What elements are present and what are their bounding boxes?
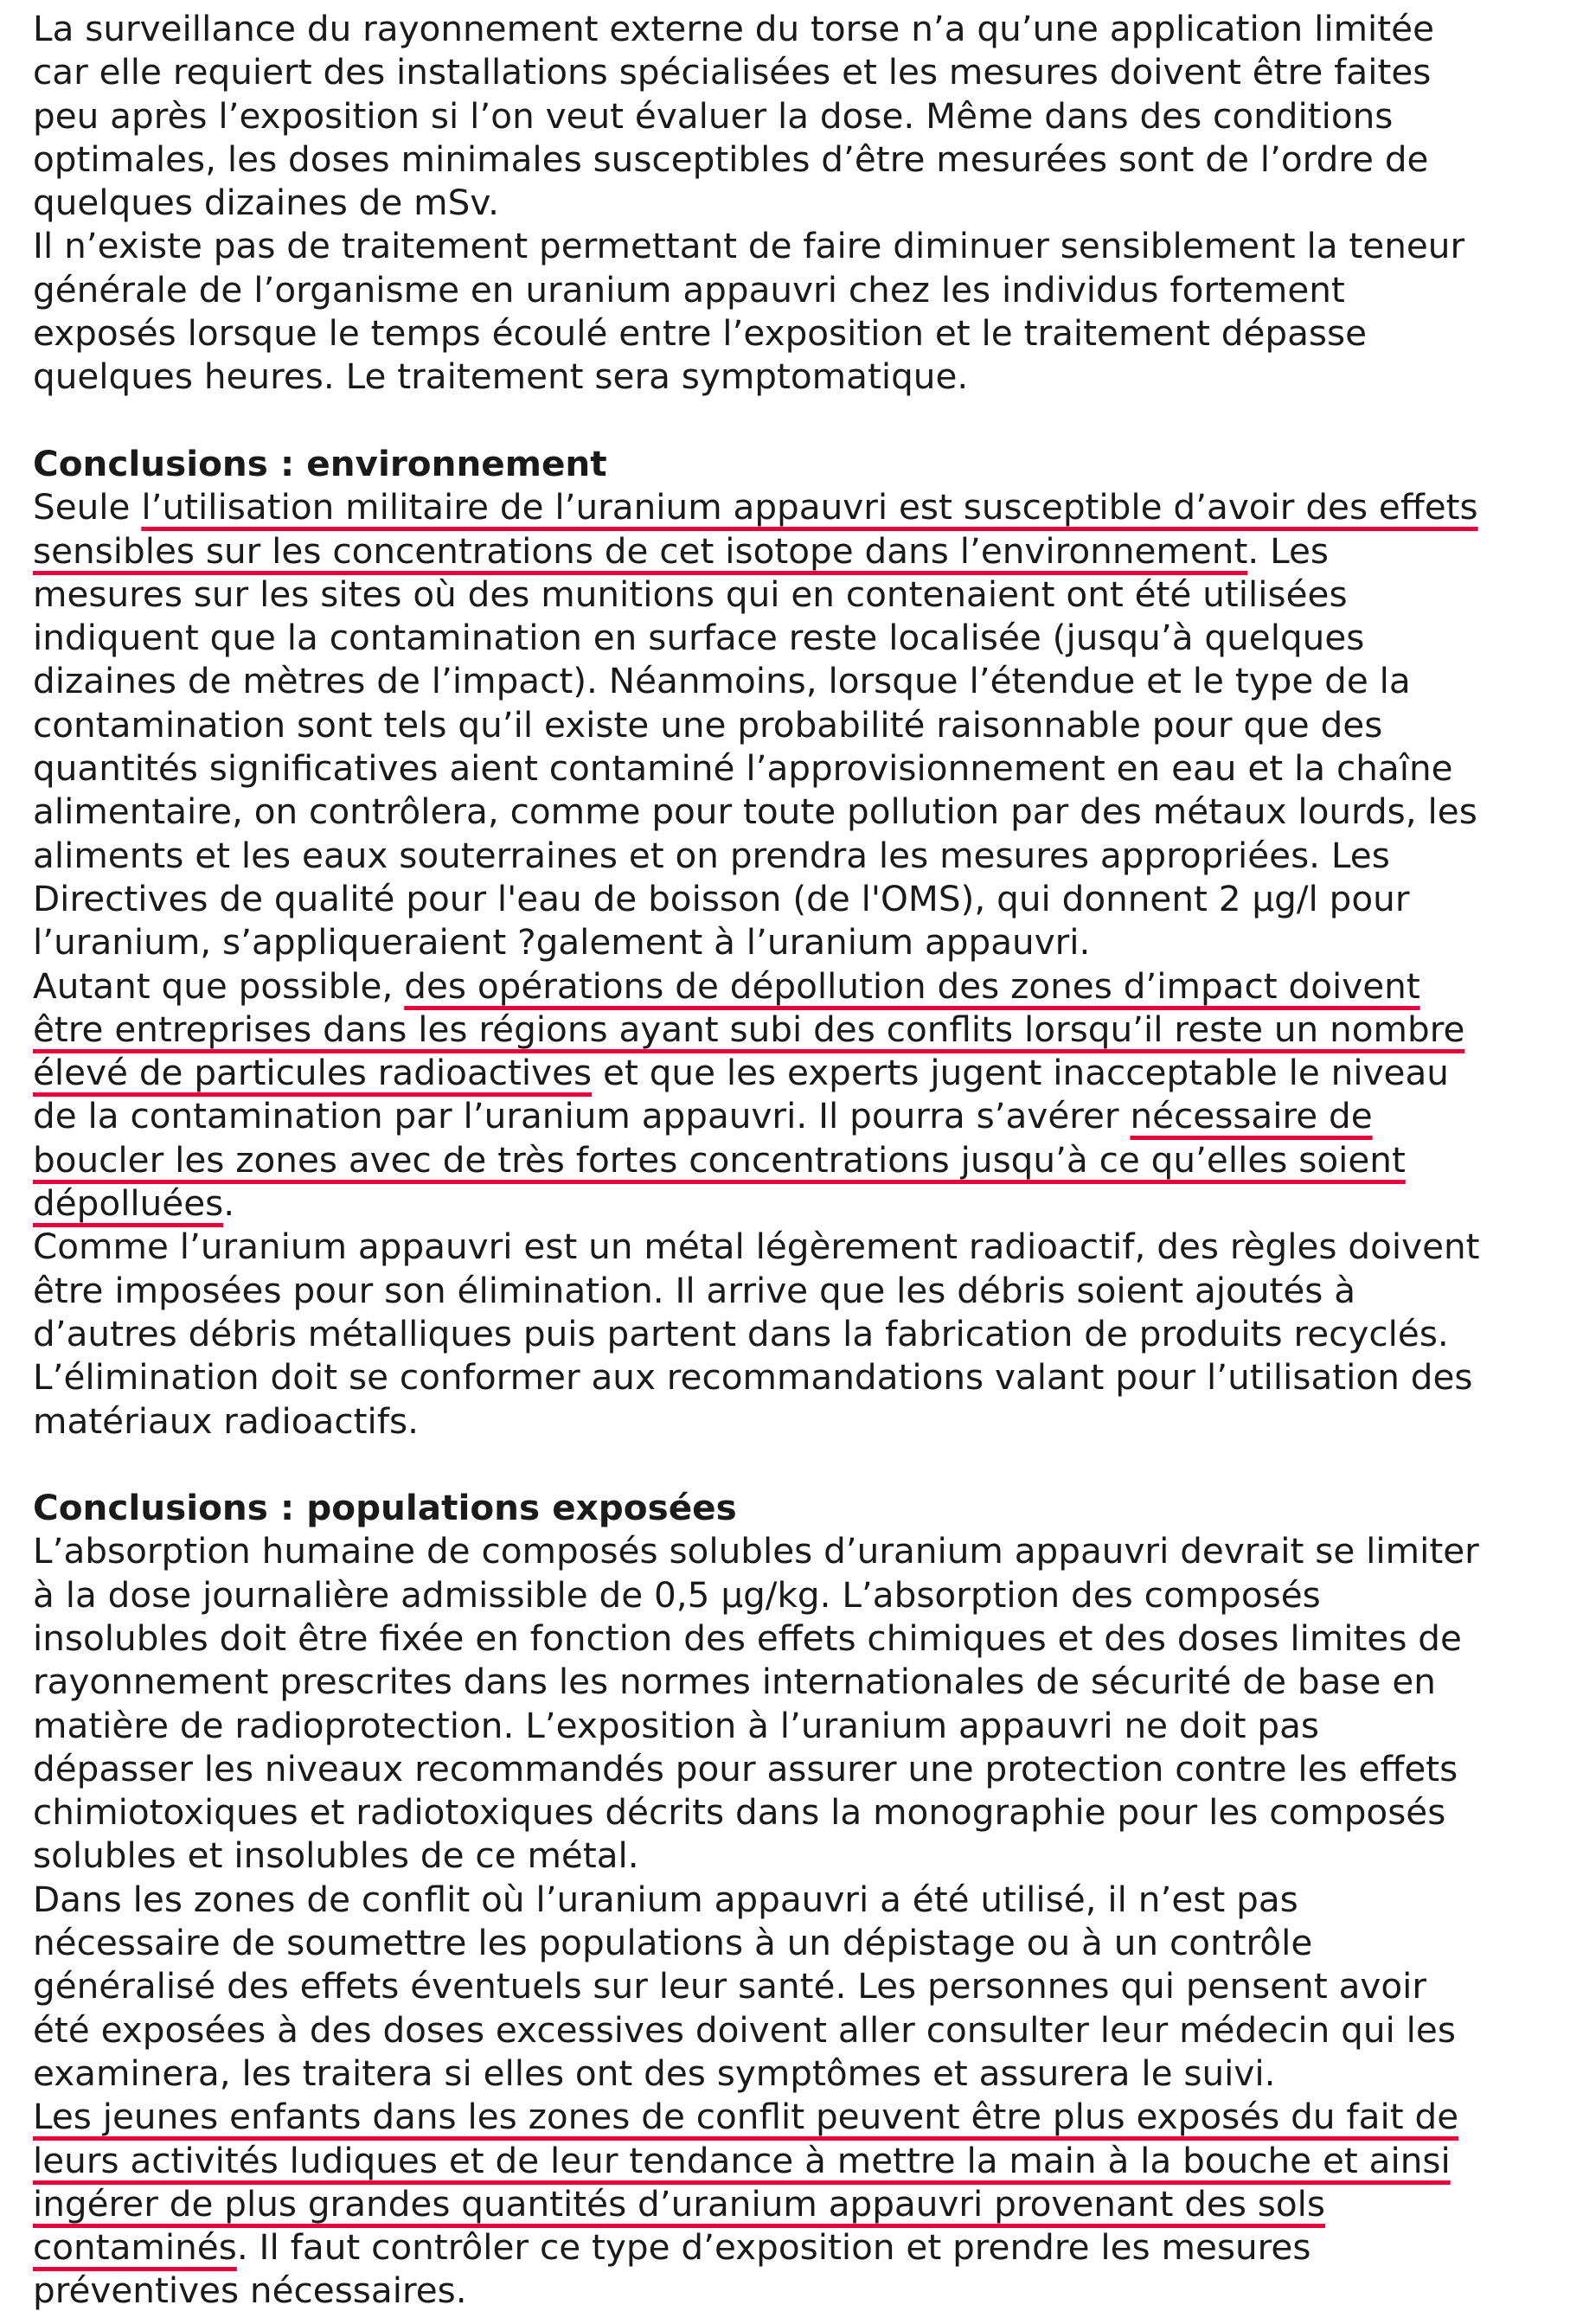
text-run: Autant que possible, <box>33 964 405 1007</box>
text-run: matière de radioprotection. L’exposition à l’uranium appauvri ne doit pas <box>33 1704 1320 1746</box>
text-line: générale de l’organisme en uranium appauvri chez les individus fortement <box>33 268 1345 311</box>
text-line <box>33 2269 1555 2312</box>
section-spacer <box>33 399 1555 442</box>
text-line <box>33 2052 1555 2095</box>
text-line <box>33 1355 1555 1399</box>
text-line <box>33 1269 1555 1312</box>
text-line <box>33 964 1555 1008</box>
text-line <box>33 1094 1555 1137</box>
text-line: car elle requiert des installations spécialisées et les mesures doivent être faites <box>33 51 1432 93</box>
highlighted-text: être entreprises dans les régions ayant subi des conflits lorsqu’il reste un nombre <box>33 1008 1465 1050</box>
text-run: et que les experts jugent inacceptable le niveau <box>592 1052 1449 1094</box>
text-run: L’absorption humaine de composés solubles d’uranium appauvri devrait se limiter <box>33 1530 1479 1572</box>
text-line: quelques heures. Le traitement sera symptomatique. <box>33 355 969 398</box>
highlighted-text: dépolluées <box>33 1182 224 1225</box>
populations-section <box>33 1486 1555 2313</box>
intro-section <box>33 7 1555 399</box>
text-line <box>33 529 1555 573</box>
highlighted-text: sensibles sur les concentrations de cet isotope dans l’environnement <box>33 529 1248 572</box>
text-run: être imposées pour son élimination. Il arrive que les débris soient ajoutés à <box>33 1269 1356 1311</box>
section-heading-environment: Conclusions : environnement <box>33 442 607 484</box>
highlighted-text: contaminés <box>33 2226 237 2269</box>
document-page <box>33 7 1555 2313</box>
text-run: contamination sont tels qu’il existe une probabilité raisonnable pour que des <box>33 703 1383 746</box>
text-run: préventives nécessaires. <box>33 2270 467 2312</box>
text-run: dépasser les niveaux recommandés pour assurer une protection contre les effets <box>33 1747 1458 1789</box>
text-line <box>33 1964 1555 2007</box>
text-line <box>33 1529 1555 1572</box>
environment-body <box>33 485 1555 1443</box>
text-run: rayonnement prescrites dans les normes internationales de sécurité de base en <box>33 1661 1436 1703</box>
text-run: quantités significatives aient contaminé l’approvisionnement en eau et la chaîne <box>33 747 1453 790</box>
environment-section <box>33 442 1555 1443</box>
text-line: optimales, les doses minimales susceptibles d’être mesurées sont de l’ordre de <box>33 138 1429 180</box>
text-run: Comme l’uranium appauvri est un métal légèrement radioactif, des règles doivent <box>33 1226 1480 1268</box>
text-run: insolubles doit être fixée en fonction des effets chimiques et des doses limites de <box>33 1617 1462 1659</box>
populations-body <box>33 1529 1555 2312</box>
text-run: dizaines de mètres de l’impact). Néanmoins, lorsque l’étendue et le type de la <box>33 660 1411 702</box>
text-run: d’autres débris métalliques puis partent dans la fabrication de produits recyclés. <box>33 1312 1449 1354</box>
text-line <box>33 1921 1555 1964</box>
text-line <box>33 1051 1555 1094</box>
text-run: été exposées à des doses excessives doivent aller consulter leur médecin qui les <box>33 2008 1456 2051</box>
text-run: . <box>223 1182 235 1225</box>
text-line <box>33 834 1555 877</box>
text-run: généralisé des effets éventuels sur leur santé. Les personnes qui pensent avoir <box>33 1965 1427 2007</box>
text-line: peu après l’exposition si l’on veut évaluer la dose. Même dans des conditions <box>33 94 1394 137</box>
text-run: aliments et les eaux souterraines et on prendra les mesures appropriées. Les <box>33 834 1390 876</box>
text-line <box>33 1878 1555 1921</box>
text-run: indiquent que la contamination en surface reste localisée (jusqu’à quelques <box>33 617 1365 659</box>
section-spacer <box>33 1443 1555 1486</box>
text-line <box>33 746 1555 790</box>
text-line <box>33 2008 1555 2052</box>
text-line <box>33 1573 1555 1617</box>
highlighted-text: Les jeunes enfants dans les zones de conflit peuvent être plus exposés du fait de <box>33 2096 1459 2138</box>
highlighted-text: ingérer de plus grandes quantités d’uranium appauvri provenant des sols <box>33 2182 1326 2225</box>
text-line <box>33 1660 1555 1703</box>
text-line <box>33 573 1555 616</box>
text-line <box>33 2095 1555 2138</box>
text-line <box>33 1617 1555 1660</box>
text-line: Il n’existe pas de traitement permettant de faire diminuer sensiblement la teneur <box>33 225 1465 267</box>
text-run: nécessaire de soumettre les populations à un dépistage ou à un contrôle <box>33 1922 1313 1964</box>
text-run: . Les <box>1247 529 1329 572</box>
text-line <box>33 2225 1555 2269</box>
text-line <box>33 703 1555 746</box>
text-line <box>33 1747 1555 1790</box>
text-run: L’élimination doit se conformer aux recommandations valant pour l’utilisation des <box>33 1356 1473 1399</box>
text-line <box>33 1225 1555 1268</box>
text-line <box>33 1399 1555 1443</box>
text-line <box>33 1008 1555 1051</box>
text-line <box>33 790 1555 833</box>
text-run: . Il faut contrôler ce type d’exposition et prendre les mesures <box>236 2226 1311 2269</box>
highlighted-text: boucler les zones avec de très fortes concentrations jusqu’à ce qu’elles soient <box>33 1138 1406 1181</box>
text-run: l’uranium, s’appliqueraient ?galement à l’uranium appauvri. <box>33 921 1091 964</box>
text-line <box>33 1181 1555 1225</box>
text-run: à la dose journalière admissible de 0,5 µg/kg. L’absorption des composés <box>33 1573 1321 1616</box>
highlighted-text: élevé de particules radioactives <box>33 1052 593 1094</box>
text-line <box>33 485 1555 528</box>
text-line <box>33 920 1555 964</box>
text-run: solubles et insolubles de ce métal. <box>33 1834 639 1877</box>
text-run: chimiotoxiques et radiotoxiques décrits dans la monographie pour les composés <box>33 1791 1446 1834</box>
text-run: Seule <box>33 486 142 528</box>
text-line <box>33 1704 1555 1747</box>
section-heading-populations: Conclusions : populations exposées <box>33 1487 737 1529</box>
text-run: alimentaire, on contrôlera, comme pour toute pollution par des métaux lourds, les <box>33 791 1477 833</box>
text-line <box>33 659 1555 702</box>
text-line <box>33 1312 1555 1355</box>
text-line <box>33 1790 1555 1834</box>
text-run: de la contamination par l’uranium appauvri. Il pourra s’avérer <box>33 1095 1131 1137</box>
highlighted-text: des opérations de dépollution des zones d’impact doivent <box>404 964 1420 1007</box>
text-line <box>33 2182 1555 2225</box>
text-run: matériaux radioactifs. <box>33 1399 419 1442</box>
highlighted-text: nécessaire de <box>1130 1095 1373 1137</box>
highlighted-text: leurs activités ludiques et de leur tendance à mettre la main à la bouche et ainsi <box>33 2139 1451 2181</box>
text-run: examinera, les traitera si elles ont des symptômes et assurera le suivi. <box>33 2052 1276 2094</box>
text-line <box>33 2139 1555 2182</box>
text-run: Dans les zones de conflit où l’uranium appauvri a été utilisé, il n’est pas <box>33 1878 1298 1920</box>
text-line <box>33 616 1555 659</box>
text-line: La surveillance du rayonnement externe du torse n’a qu’une application limitée <box>33 8 1434 49</box>
text-run: mesures sur les sites où des munitions qui en contenaient ont été utilisées <box>33 573 1348 615</box>
text-line <box>33 1834 1555 1877</box>
text-line <box>33 877 1555 920</box>
text-run: Directives de qualité pour l'eau de boisson (de l'OMS), qui donnent 2 µg/l pour <box>33 877 1410 919</box>
highlighted-text: l’utilisation militaire de l’uranium appauvri est susceptible d’avoir des effets <box>141 486 1478 528</box>
text-line: exposés lorsque le temps écoulé entre l’exposition et le traitement dépasse <box>33 312 1368 355</box>
text-line <box>33 1138 1555 1181</box>
text-line: quelques dizaines de mSv. <box>33 182 500 224</box>
